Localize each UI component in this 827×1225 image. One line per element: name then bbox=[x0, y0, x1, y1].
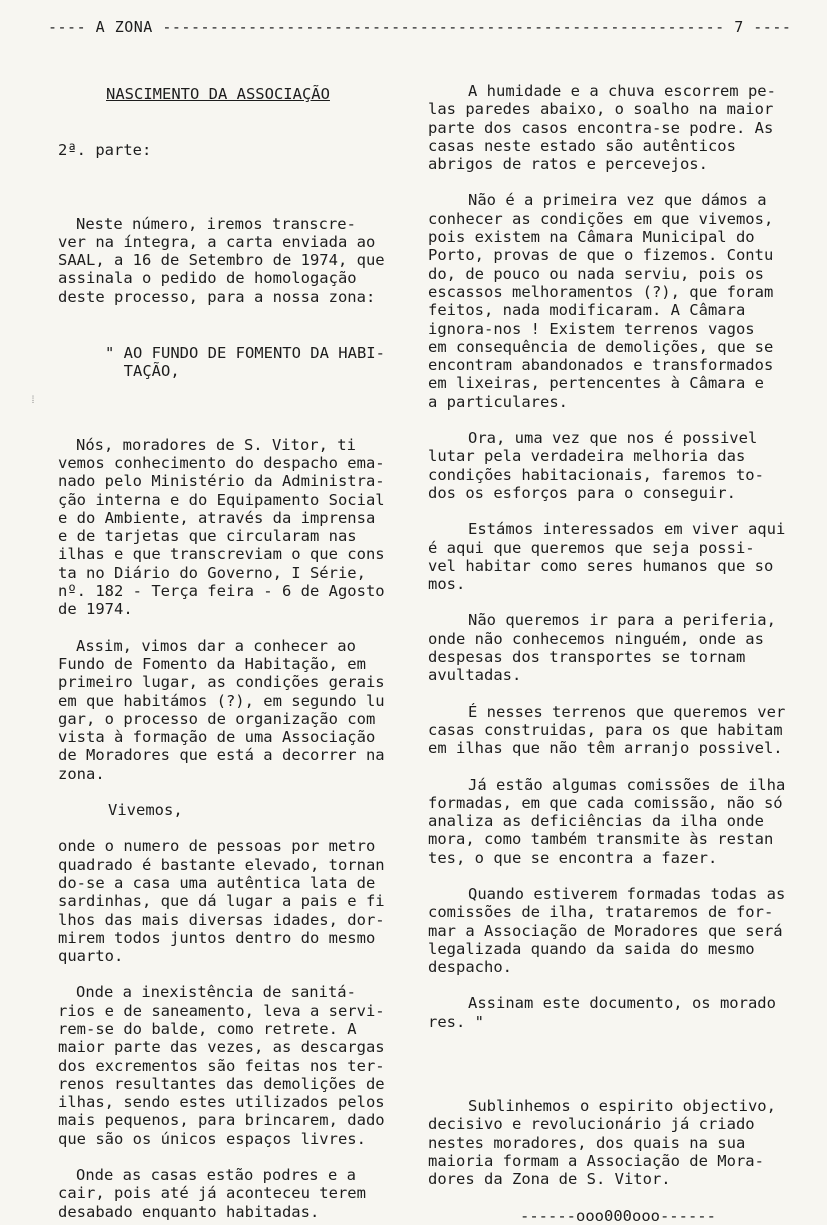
article-title: NASCIMENTO DA ASSOCIAÇÃO bbox=[106, 85, 330, 103]
page-header bbox=[48, 18, 798, 36]
paragraph: Onde as casas estão podres e a cair, pois até já aconteceu terem desabado enquanto habitadas. bbox=[58, 1166, 366, 1221]
paragraph: Onde a inexistência de sanitá- rios e de saneamento, leva a servi- rem-se do balde, como retrete. A maior parte das vezes, as descargas dos excrementos são feitas nos ter- renos resultantes das demolições de ilhas, sendo estes utilizados pelos mais pequenos, para brincarem, dado que são os únicos espaços livres. bbox=[58, 983, 385, 1148]
left-column bbox=[58, 82, 410, 1221]
right-column bbox=[428, 82, 800, 1225]
part-label: 2ª. parte: bbox=[58, 141, 152, 160]
editorial-note: Sublinhemos o espirito objectivo, decisivo e revolucionário já criado nestes moradores, dos quais na sua maioria formam a Associação de Mora- dores da Zona de S. Vitor. bbox=[428, 1097, 776, 1189]
letter-address: " AO FUNDO DE FOMENTO DA HABI- TAÇÃO, bbox=[105, 344, 385, 381]
paragraph: Ora, uma vez que nos é possivel lutar pela verdadeira melhoria das condições habitacionais, faremos to- dos os esforços para o conseguir. bbox=[428, 429, 764, 502]
paragraph: Estámos interessados em viver aqui é aqui que queremos que seja possi- vel habitar como seres humanos que so mos. bbox=[428, 520, 786, 594]
paragraph: Já estão algumas comissões de ilha formadas, em que cada comissão, não só analiza as deficiências da ilha onde mora, como também transmite às restan tes, o que se encontra a fazer. bbox=[428, 775, 786, 867]
paragraph: A humidade e a chuva escorrem pe- las paredes abaixo, o soalho na maior parte dos casos encontra-se podre. As casas neste estado são autênticos abrigos de ratos e percevejos. bbox=[428, 82, 776, 174]
end-ornament: ------ooo000ooo------ bbox=[520, 1206, 716, 1225]
closing-paragraph: Assinam este documento, os morado res. " bbox=[428, 994, 776, 1031]
paragraph: Nós, moradores de S. Vitor, ti vemos conhecimento do despacho ema- nado pelo Ministério da Administra- ção interna e do Equipamento Social e do Ambiente, através da imprensa e de tarjetas que circularam nas ilhas e que transcreviam o que cons ta no Diário do Governo, I Série, nº. 182 - Terça feira - 6 de Agosto de 1974. bbox=[58, 435, 385, 619]
paragraph: É nesses terrenos que queremos ver casas construidas, para os que habitam em ilhas que não têm arranjo possivel. bbox=[428, 702, 786, 758]
paragraph: Neste número, iremos transcre- ver na íntegra, a carta enviada ao SAAL, a 16 de Setembro de 1974, que assinala o pedido de homologação deste processo, para a nossa zona: bbox=[58, 214, 385, 306]
paragraph: Não queremos ir para a periferia, onde não conhecemos ninguém, onde as despesas dos transportes se tornam avultadas. bbox=[428, 611, 776, 685]
paragraph: Vivemos, bbox=[108, 801, 183, 820]
paragraph: Assim, vimos dar a conhecer ao Fundo de Fomento da Habitação, em primeiro lugar, as condições gerais em que habitámos (?), em segundo lu gar, o processo de organização com vista à formação de uma Associação de Moradores que está a decorrer na zona. bbox=[58, 636, 385, 783]
header-section-title: ---- A ZONA ----------------------------------------------------------- bbox=[48, 18, 725, 36]
paragraph: Quando estiverem formadas todas as comissões de ilha, trataremos de for- mar a Associação de Moradores que será legalizada quando da saida do mesmo despacho. bbox=[428, 884, 786, 977]
page-number: 7 ---- bbox=[734, 18, 792, 36]
paragraph: Não é a primeira vez que dámos a conhecer as condições em que vivemos, pois existem na Câmara Municipal do Porto, provas de que o fizemos. Contu do, de pouco ou nada serviu, pois os escassos melhoramentos (?), que foram feitos, nada modificaram. A Câmara ignora-nos ! Existem terrenos vagos em consequência de demolições, que se encontram abandonados e transformados em lixeiras, pertencentes à Câmara e a particulares. bbox=[428, 191, 774, 411]
punch-hole-mark: ⁞ bbox=[30, 395, 37, 406]
paragraph: onde o numero de pessoas por metro quadrado é bastante elevado, tornan do-se a casa uma autêntica lata de sardinhas, que dá lugar a pais e fi lhos das mais diversas idades, dor- mirem todos juntos dentro do mesmo quarto. bbox=[58, 837, 385, 966]
